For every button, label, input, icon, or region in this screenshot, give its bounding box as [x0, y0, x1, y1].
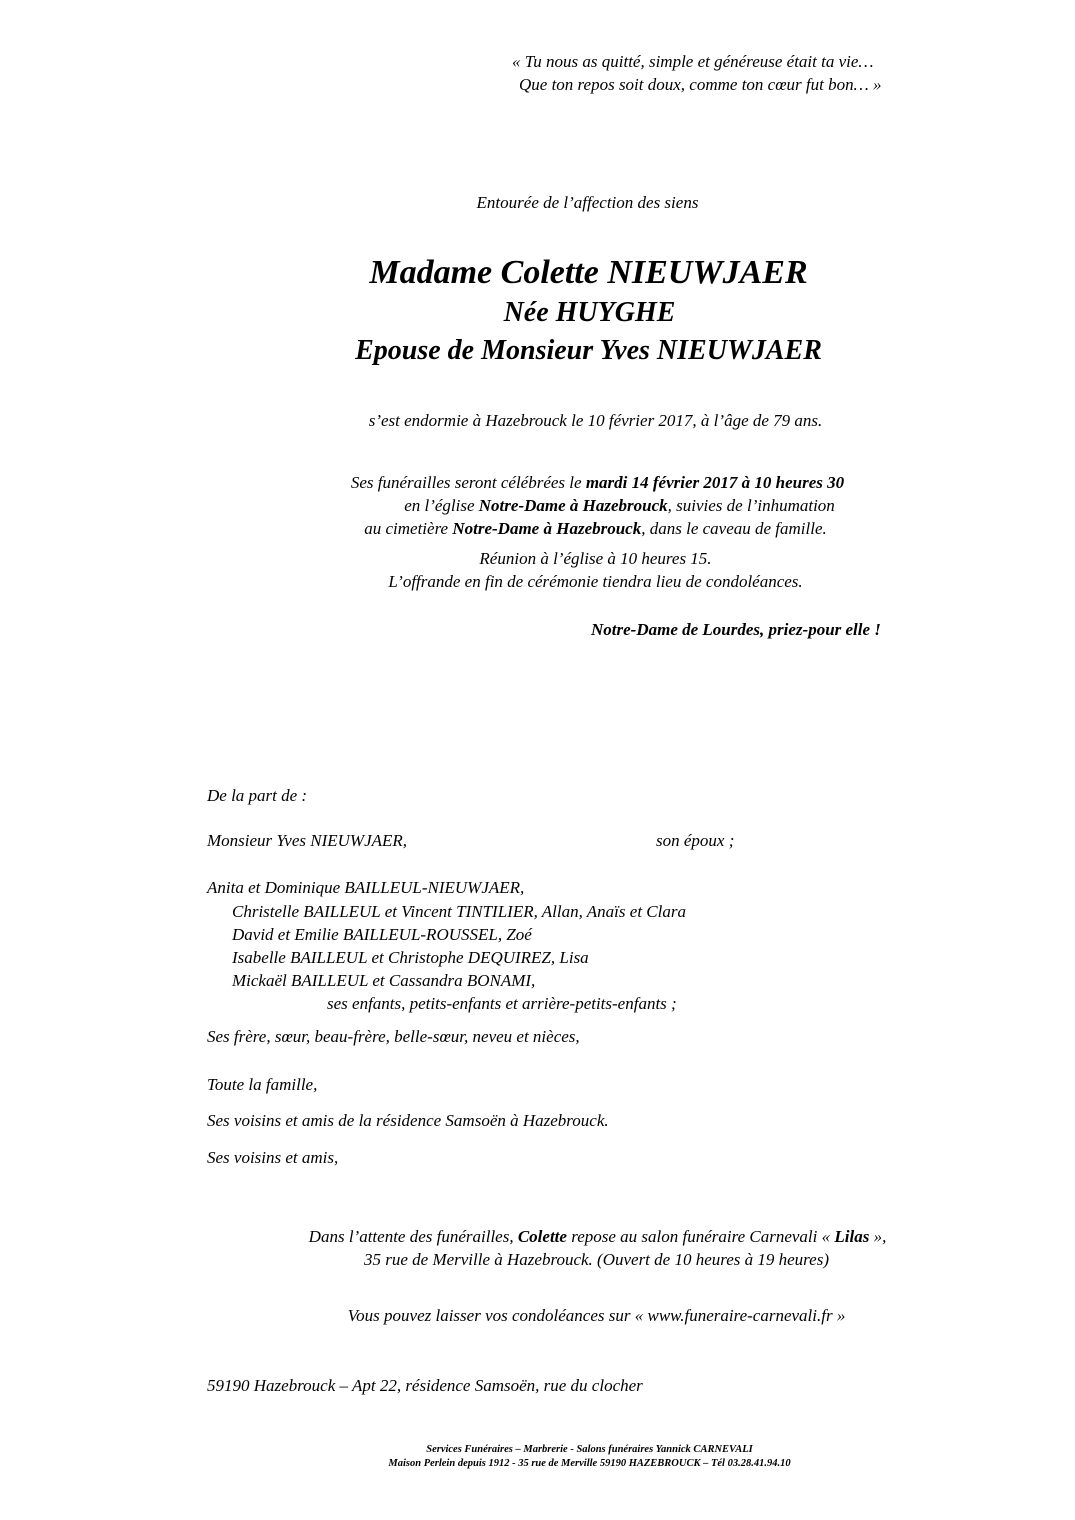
viewing-pre: Dans l’attente des funérailles,: [308, 1227, 518, 1246]
condolences-note: Vous pouvez laisser vos condoléances sur « www.funeraire-carnevali.fr »: [347, 1306, 846, 1325]
deceased-spouse: Epouse de Monsieur Yves NIEUWJAER: [355, 335, 822, 366]
epigraph-line-2: Que ton repos soit doux, comme ton cœur fut bon… »: [519, 75, 882, 94]
viewing-first-name: Colette: [517, 1227, 567, 1246]
viewing-post: »,: [869, 1227, 887, 1246]
from-neighbors-residence: Ses voisins et amis de la résidence Samsoën à Hazebrouck.: [207, 1111, 609, 1130]
from-siblings: Ses frère, sœur, beau-frère, belle-sœur, neveu et nièces,: [207, 1027, 580, 1046]
funeral-intro: Ses funérailles seront célébrées le: [350, 473, 586, 492]
funeral-church: Notre-Dame à Hazebrouck: [478, 496, 668, 515]
deceased-maiden-name: Née HUYGHE: [503, 297, 676, 328]
from-neighbors: Ses voisins et amis,: [207, 1148, 339, 1167]
funeral-line-1: [60, 471, 1075, 494]
from-child-4: Mickaël BAILLEUL et Cassandra BONAMI,: [232, 971, 536, 990]
death-notice: s’est endormie à Hazebrouck le 10 février 2017, à l’âge de 79 ans.: [368, 411, 823, 430]
funeral-church-pre: en l’église: [404, 496, 479, 515]
from-children-head: Anita et Dominique BAILLEUL-NIEUWJAER,: [207, 878, 525, 897]
funeral-offering: L’offrande en fin de cérémonie tiendra lieu de condoléances.: [388, 572, 803, 591]
from-child-3: Isabelle BAILLEUL et Christophe DEQUIREZ, Lisa: [232, 948, 589, 967]
from-children-role: ses enfants, petits-enfants et arrière-petits-enfants ;: [327, 994, 677, 1013]
funeral-meeting: Réunion à l’église à 10 heures 15.: [479, 549, 712, 568]
funeral-line-2: [82, 494, 1075, 517]
funeral-line-3: [58, 517, 1075, 540]
from-family: Toute la famille,: [207, 1075, 318, 1094]
from-spouse-role: son époux ;: [656, 831, 735, 850]
funeral-church-post: , suivies de l’inhumation: [667, 496, 835, 515]
footer-line-1: Services Funéraires – Marbrerie - Salons funéraires Yannick CARNEVALI: [426, 1444, 753, 1455]
from-label: De la part de :: [207, 786, 308, 805]
funeral-cemetery: Notre-Dame à Hazebrouck: [452, 519, 642, 538]
funeral-date: mardi 14 février 2017 à 10 heures 30: [585, 473, 845, 492]
funeral-cemetery-post: , dans le caveau de famille.: [641, 519, 827, 538]
from-child-2: David et Emilie BAILLEUL-ROUSSEL, Zoé: [232, 925, 532, 944]
viewing-line-1: [60, 1225, 1075, 1248]
prayer: Notre-Dame de Lourdes, priez-pour elle !: [591, 620, 881, 639]
footer-line-2: Maison Perlein depuis 1912 - 35 rue de Merville 59190 HAZEBROUCK – Tél 03.28.41.94.10: [388, 1458, 791, 1469]
from-child-1: Christelle BAILLEUL et Vincent TINTILIER, Allan, Anaïs et Clara: [232, 902, 686, 921]
viewing-salon-name: Lilas: [834, 1227, 870, 1246]
viewing-line-2: 35 rue de Merville à Hazebrouck. (Ouvert de 10 heures à 19 heures): [363, 1250, 829, 1269]
funeral-cemetery-pre: au cimetière: [364, 519, 453, 538]
deceased-name: Madame Colette NIEUWJAER: [369, 254, 808, 291]
intro-text: Entourée de l’affection des siens: [476, 193, 699, 212]
from-spouse-name: Monsieur Yves NIEUWJAER,: [207, 831, 408, 850]
viewing-mid: repose au salon funéraire Carnevali «: [566, 1227, 835, 1246]
address: 59190 Hazebrouck – Apt 22, résidence Samsoën, rue du clocher: [207, 1376, 643, 1395]
epigraph-line-1: « Tu nous as quitté, simple et généreuse était ta vie…: [512, 52, 874, 71]
